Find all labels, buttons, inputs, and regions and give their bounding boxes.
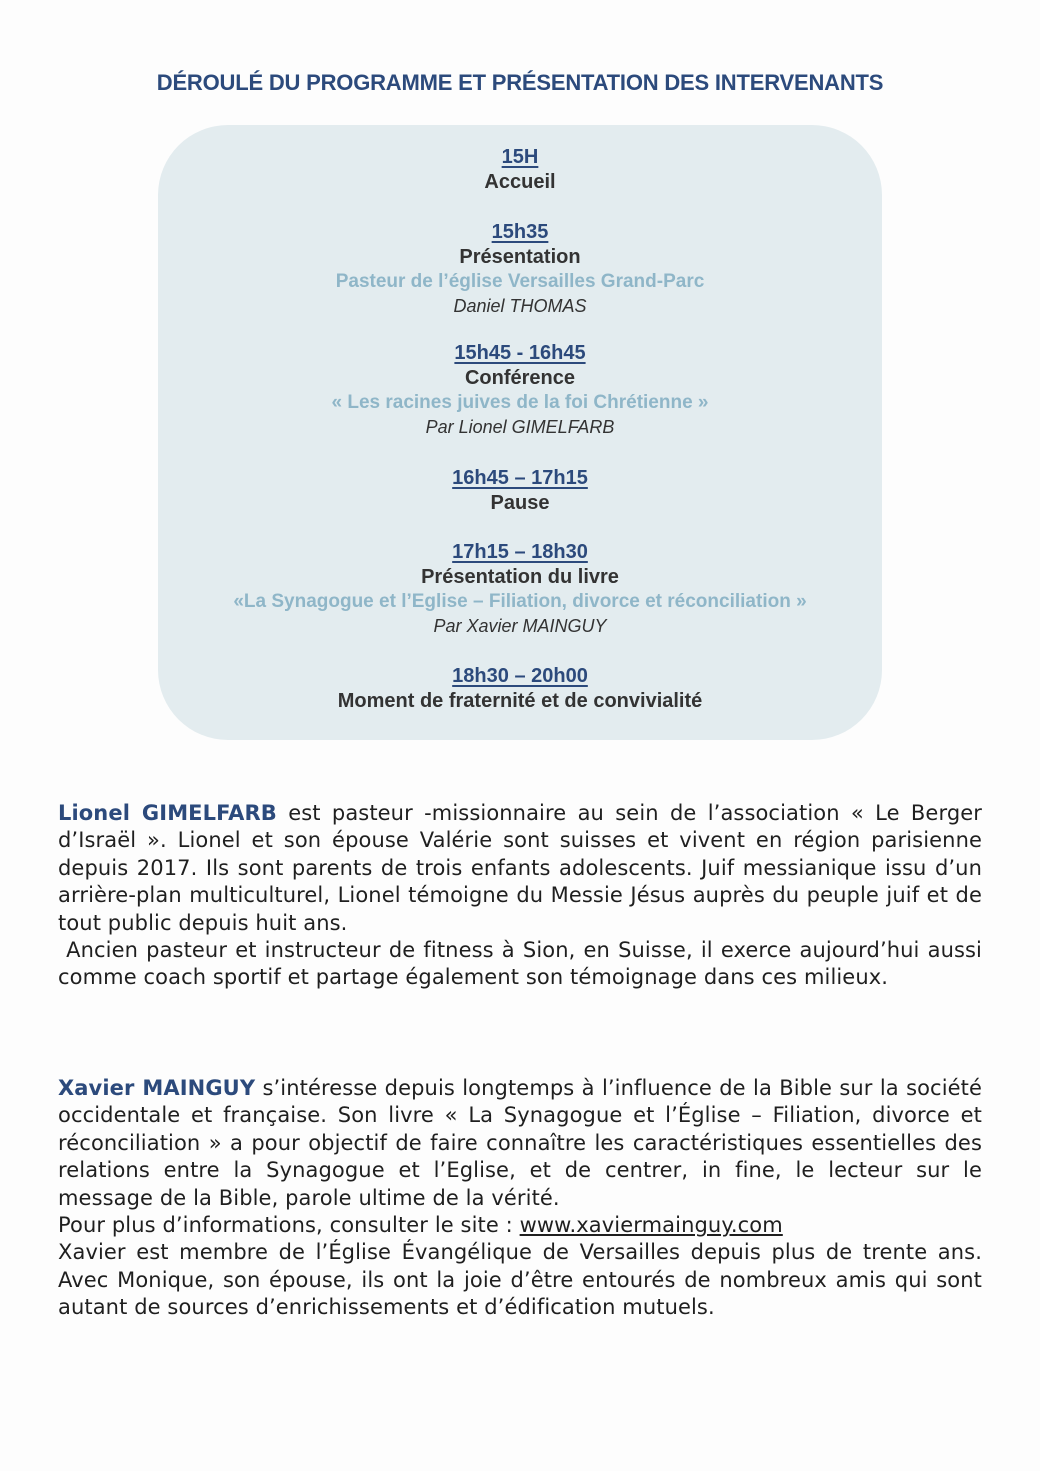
bio-name: Xavier MAINGUY xyxy=(58,1076,256,1100)
page-title: DÉROULÉ DU PROGRAMME ET PRÉSENTATION DES INTERVENANTS xyxy=(156,70,884,95)
bio-paragraph: Ancien pasteur et instructeur de fitness à Sion, en Suisse, il exerce aujourd’hui aussi comme coach sportif et partage également son témoignage dans ces milieux. xyxy=(58,938,982,990)
slot-subtitle: « Les racines juives de la foi Chrétienne » xyxy=(331,392,709,413)
slot-subtitle: Pasteur de l’église Versailles Grand-Parc xyxy=(335,271,705,292)
slot-speaker: Par Lionel GIMELFARB xyxy=(425,417,615,437)
website-prefix: Pour plus d’informations, consulter le site : xyxy=(58,1213,520,1238)
bio-paragraph: Xavier est membre de l’Église Évangélique de Versailles depuis plus de trente ans. Avec Monique, son épouse, ils ont la joie d’être entourés de nombreux amis qui sont autant de sources d’enrichissements et d’édification mutuels. xyxy=(58,1240,982,1320)
slot-time: 18h30 – 20h00 xyxy=(452,665,588,687)
slot-subtitle: «La Synagogue et l’Eglise – Filiation, divorce et réconciliation » xyxy=(233,591,807,612)
bio-website-line xyxy=(58,1212,982,1239)
slot-time: 16h45 – 17h15 xyxy=(452,467,588,489)
bio-text: s’intéresse depuis longtemps à l’influence de la Bible sur la société occidentale et française. Son livre « La Synagogue et l’Église – Filiation, divorce et réconciliation » a pour objectif de faire connaître les caractéristiques essentielles des relations entre la Synagogue et l’Eglise, et de centrer, in fine, le lecteur sur le message de la Bible, parole ultime de la vérité. xyxy=(58,1076,983,1210)
program-box xyxy=(158,125,882,740)
slot-activity: Moment de fraternité et de convivialité xyxy=(337,690,703,712)
program-slot-fraternity xyxy=(158,664,882,714)
program-slot-presentation xyxy=(158,220,882,318)
slot-time: 15h45 - 16h45 xyxy=(454,342,586,364)
slot-activity: Accueil xyxy=(484,171,556,193)
slot-time: 17h15 – 18h30 xyxy=(452,541,588,563)
slot-activity: Pause xyxy=(490,492,550,514)
bio-xavier-mainguy xyxy=(58,1075,982,1322)
slot-activity: Présentation xyxy=(459,246,581,268)
program-slot-conference xyxy=(158,341,882,439)
slot-speaker: Daniel THOMAS xyxy=(453,296,587,316)
slot-time: 15H xyxy=(501,146,539,168)
slot-activity: Présentation du livre xyxy=(421,566,619,588)
bio-text: est pasteur -missionnaire au sein de l’association « Le Berger d’Israël ». Lionel et son épouse Valérie sont suisses et vivent en région parisienne depuis 2017. Ils sont parents de trois enfants adolescents. Juif messianique issu d’un arrière-plan multiculturel, Lionel témoigne du Messie Jésus auprès du peuple juif et de tout public depuis huit ans. xyxy=(58,801,982,935)
bio-paragraph xyxy=(58,1075,982,1212)
program-slot-book-presentation xyxy=(158,540,882,638)
slot-activity: Conférence xyxy=(464,367,576,389)
slot-time: 15h35 xyxy=(491,221,549,243)
website-link[interactable]: www.xaviermainguy.com xyxy=(519,1213,783,1238)
bio-lionel-gimelfarb xyxy=(58,800,982,992)
slot-speaker: Par Xavier MAINGUY xyxy=(433,616,607,636)
bio-name: Lionel GIMELFARB xyxy=(58,801,277,825)
bio-paragraph xyxy=(58,800,982,937)
program-slot-accueil xyxy=(158,145,882,195)
program-slot-pause xyxy=(158,466,882,516)
